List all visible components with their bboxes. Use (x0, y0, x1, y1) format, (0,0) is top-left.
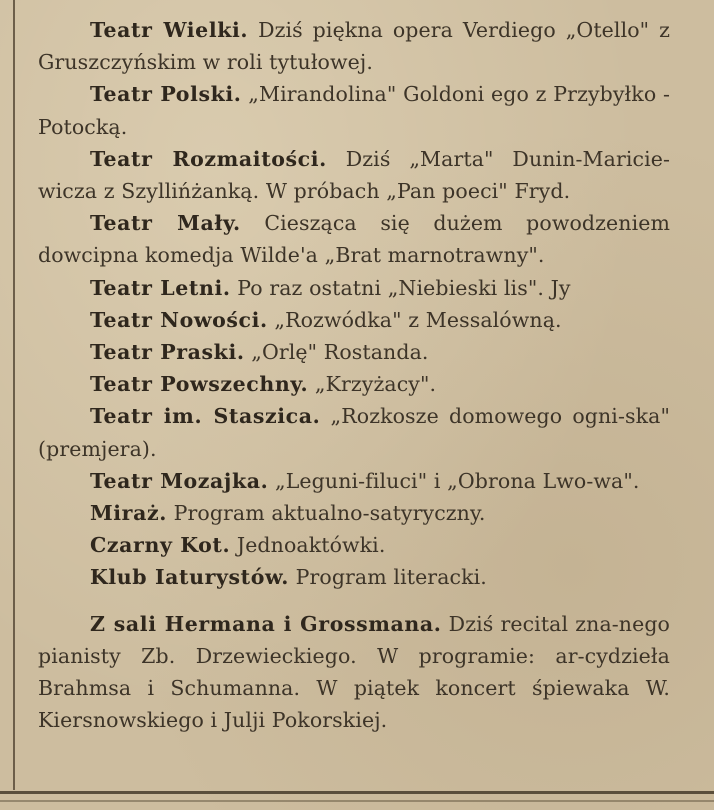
bottom-rule (0, 791, 714, 794)
listing-klub-iaturystow (38, 561, 670, 593)
listing-text: Ciesząca się dużem powodzeniem dowcipna komedja Wilde'a „Brat marnotrawny". (38, 211, 670, 268)
listing-name: Teatr im. Staszica. (90, 404, 321, 429)
listing-text: Jednoaktówki. (236, 533, 386, 558)
listing-teatr-maly (38, 207, 670, 271)
listing-name: Czarny Kot. (90, 533, 231, 558)
listing-text: „Orlę" Rostanda. (251, 340, 429, 365)
listing-name: Teatr Praski. (90, 340, 245, 365)
listing-teatr-rozmaitosci (38, 143, 670, 207)
listing-name: Teatr Mały. (90, 211, 241, 236)
listing-text: „Leguni-filuci" i „Obrona Lwo-wa". (275, 468, 640, 493)
listing-text: Po raz ostatni „Niebieski lis". Jy (237, 275, 571, 300)
listing-text: „Krzyżacy". (314, 372, 437, 397)
listing-teatr-letni (38, 272, 670, 304)
theatre-listings-column (38, 14, 670, 736)
listing-teatr-powszechny (38, 368, 670, 400)
listing-miraz (38, 497, 670, 529)
listing-name: Z sali Hermana i Grossmana. (90, 611, 442, 636)
listing-text: „Rozwódka" z Messalówną. (274, 307, 562, 332)
listing-text: „Rozkosze domowego ogni-ska" (premjera). (38, 404, 670, 461)
listing-teatr-mozajka (38, 465, 670, 497)
listing-teatr-staszica (38, 400, 670, 464)
listing-text: Dziś „Marta" Dunin-Maricie-wicza z Szyllińżanką. W próbach „Pan poeci" Fryd. (38, 146, 670, 204)
listing-sala-hermana-grossmana (38, 608, 670, 737)
listing-name: Teatr Rozmaitości. (90, 146, 327, 171)
listing-czarny-kot (38, 529, 670, 561)
listing-name: Miraż. (90, 501, 167, 526)
bottom-rule-secondary (0, 800, 714, 802)
listing-teatr-wielki (38, 14, 670, 78)
listing-text: „Mirandolina" Goldoni ego z Przybyłko - Potocką. (38, 82, 671, 139)
listing-teatr-polski (38, 78, 670, 142)
listing-name: Teatr Nowości. (90, 307, 268, 332)
listing-name: Klub Iaturystów. (90, 565, 289, 590)
listing-teatr-nowosci (38, 304, 670, 336)
listing-name: Teatr Wielki. (90, 18, 249, 42)
listing-text: Program literacki. (295, 565, 487, 590)
listing-text: Dziś recital zna-nego pianisty Zb. Drzewieckiego. W programie: ar-cydzieła Brahmsa i Schumanna. W piątek koncert śpiewaka W. Kiersnowskiego i Julji Pokorskiej. (38, 611, 670, 733)
listing-text: Program aktualno-satyryczny. (173, 501, 486, 526)
listing-name: Teatr Polski. (90, 82, 242, 107)
column-rule (13, 0, 15, 790)
listing-name: Teatr Letni. (90, 275, 231, 300)
listing-name: Teatr Powszechny. (90, 372, 309, 397)
listing-text: Dziś piękna opera Verdiego „Otello" z Gruszczyńskim w roli tytułowej. (38, 18, 671, 75)
listing-name: Teatr Mozajka. (90, 468, 269, 493)
listing-teatr-praski (38, 336, 670, 368)
